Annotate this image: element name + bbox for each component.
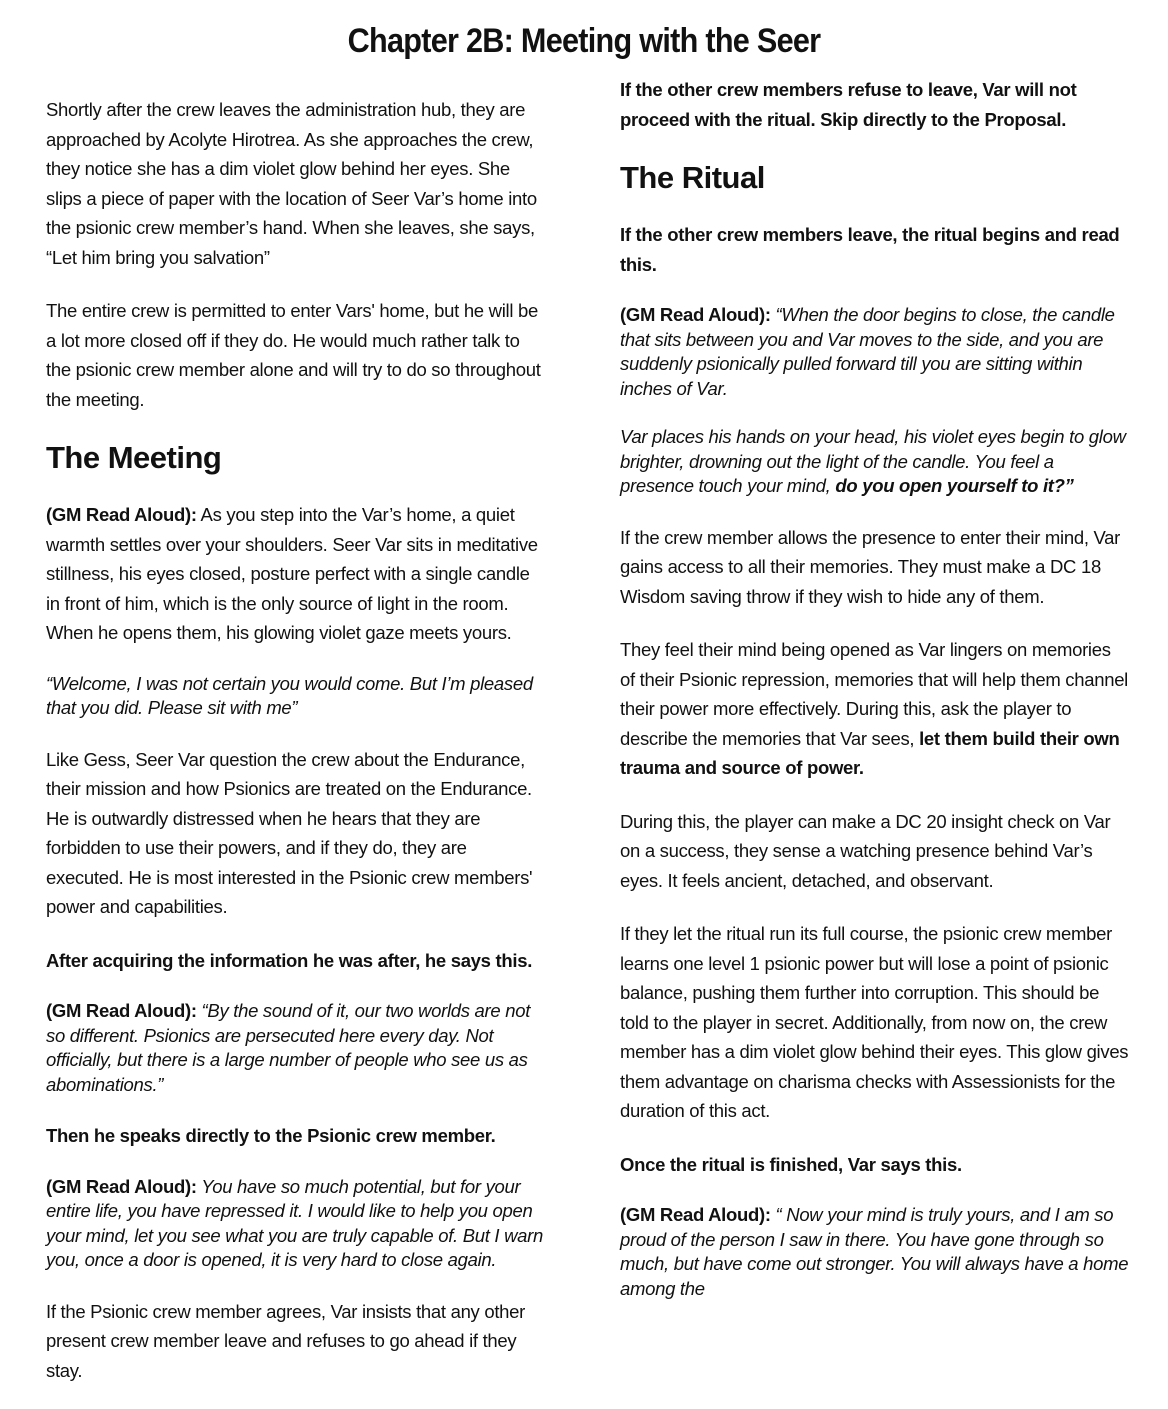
meeting-heading: The Meeting	[46, 440, 222, 475]
repression-text: They feel their mind being opened as Var lingers on memories of their Psionic repression, memories that will help them channel their power more effectively. During this, ask the player to describe the memories that Var sees,	[620, 639, 1128, 749]
page-title: Chapter 2B: Meeting with the Seer	[347, 22, 821, 60]
crew-entry-paragraph: The entire crew is permitted to enter Vars' home, but he will be a lot more closed off if they do. He would much rather talk to the psionic crew member alone and will try to do so throughout the meeting.	[46, 300, 541, 410]
gm-instruction-leave: If the other crew members leave, the ritual begins and read this.	[620, 224, 1120, 275]
ritual-heading: The Ritual	[620, 160, 765, 195]
intro-paragraph: Shortly after the crew leaves the administration hub, they are approached by Acolyte Hirotrea. As she approaches the crew, they notice she has a dim violet glow behind her eyes. She slips a piece of paper with the location of Seer Var’s home into the psionic crew member’s hand. When she leaves, she says, “Let him bring you salvation”	[46, 99, 537, 268]
memories-paragraph: If the crew member allows the presence to enter their mind, Var gains access to all their memories. They must make a DC 18 Wisdom saving throw if they wish to hide any of them.	[620, 526, 1121, 607]
read-aloud-question: do you open yourself to it?”	[835, 475, 1074, 496]
left-column	[46, 95, 546, 1409]
repression-paragraph	[620, 635, 1130, 783]
insight-paragraph: During this, the player can make a DC 20 insight check on Var on a success, they sense a watching presence behind Var’s eyes. It feels ancient, detached, and observant.	[620, 810, 1111, 891]
gm-instruction-refuse: If the other crew members refuse to leave, Var will not proceed with the ritual. Skip directly to the Proposal.	[620, 79, 1077, 130]
read-aloud-1	[46, 500, 546, 648]
agreement-paragraph: If the Psionic crew member agrees, Var insists that any other present crew member leave and refuses to go ahead if they stay.	[46, 1300, 526, 1381]
read-aloud-label: (GM Read Aloud):	[46, 504, 197, 525]
ritual-read-aloud-2	[620, 1203, 1130, 1301]
ritual-read-aloud-1	[620, 303, 1130, 401]
read-aloud-2	[46, 999, 546, 1097]
questioning-paragraph: Like Gess, Seer Var question the crew about the Endurance, their mission and how Psionics are treated on the Endurance. He is outwardly distressed when he hears that they are forbidden to use their powers, and if they do, they are executed. He is most interested in the Psionic crew members' power and capabilities.	[46, 748, 533, 917]
read-aloud-label: (GM Read Aloud):	[46, 1000, 197, 1021]
gm-instruction-finished: Once the ritual is finished, Var says this.	[620, 1153, 962, 1175]
read-aloud-3	[46, 1175, 546, 1273]
welcome-quote: “Welcome, I was not certain you would come. But I’m pleased that you did. Please sit with me”	[46, 672, 533, 718]
read-aloud-text: Var places his hands on your head, his violet eyes begin to glow brighter, drowning out the light of the candle. You feel a presence touch your mind,	[620, 426, 1126, 496]
read-aloud-text: “ Now your mind is truly yours, and I am so proud of the person I saw in there. You have gone through so much, but have come out stronger. You will always have a home among the	[620, 1204, 1129, 1299]
ritual-read-aloud-1b	[620, 425, 1130, 499]
read-aloud-label: (GM Read Aloud):	[46, 1175, 197, 1197]
read-aloud-text: As you step into the Var’s home, a quiet warmth settles over your shoulders. Seer Var sits in meditative stillness, his eyes closed, posture perfect with a single candle in front of him, which is the only source of light in the room. When he opens them, his glowing violet gaze meets yours.	[46, 504, 538, 643]
ritual-outcome-paragraph: If they let the ritual run its full course, the psionic crew member learns one level 1 psionic power but will lose a point of psionic balance, pushing them further into corruption. This should be told to the player in secret. Additionally, from now on, the crew member has a dim violet glow behind their eyes. This glow gives them advantage on charisma checks with Assessionists for the duration of this act.	[620, 923, 1129, 1121]
read-aloud-label: (GM Read Aloud):	[620, 1204, 771, 1225]
gm-instruction-2: Then he speaks directly to the Psionic crew member.	[46, 1125, 496, 1146]
read-aloud-text: You have so much potential, but for your entire life, you have repressed it. I would like to help you open your mind, let you see what you are truly capable of. But I warn you, once a door is opened, it is very hard to close again.	[46, 1175, 544, 1270]
read-aloud-text: “By the sound of it, our two worlds are not so different. Psionics are persecuted here every day. Not officially, but there is a large number of people who see us as abominations.”	[46, 1000, 531, 1095]
trauma-instruction: let them build their own trauma and source of power.	[620, 727, 1120, 778]
right-column	[620, 75, 1130, 1325]
gm-instruction-1: After acquiring the information he was after, he says this.	[46, 949, 533, 971]
read-aloud-label: (GM Read Aloud):	[620, 304, 771, 325]
read-aloud-text: “When the door begins to close, the candle that sits between you and Var moves to the side, and you are suddenly psionically pulled forward till you are sitting within inches of Var.	[620, 304, 1115, 399]
